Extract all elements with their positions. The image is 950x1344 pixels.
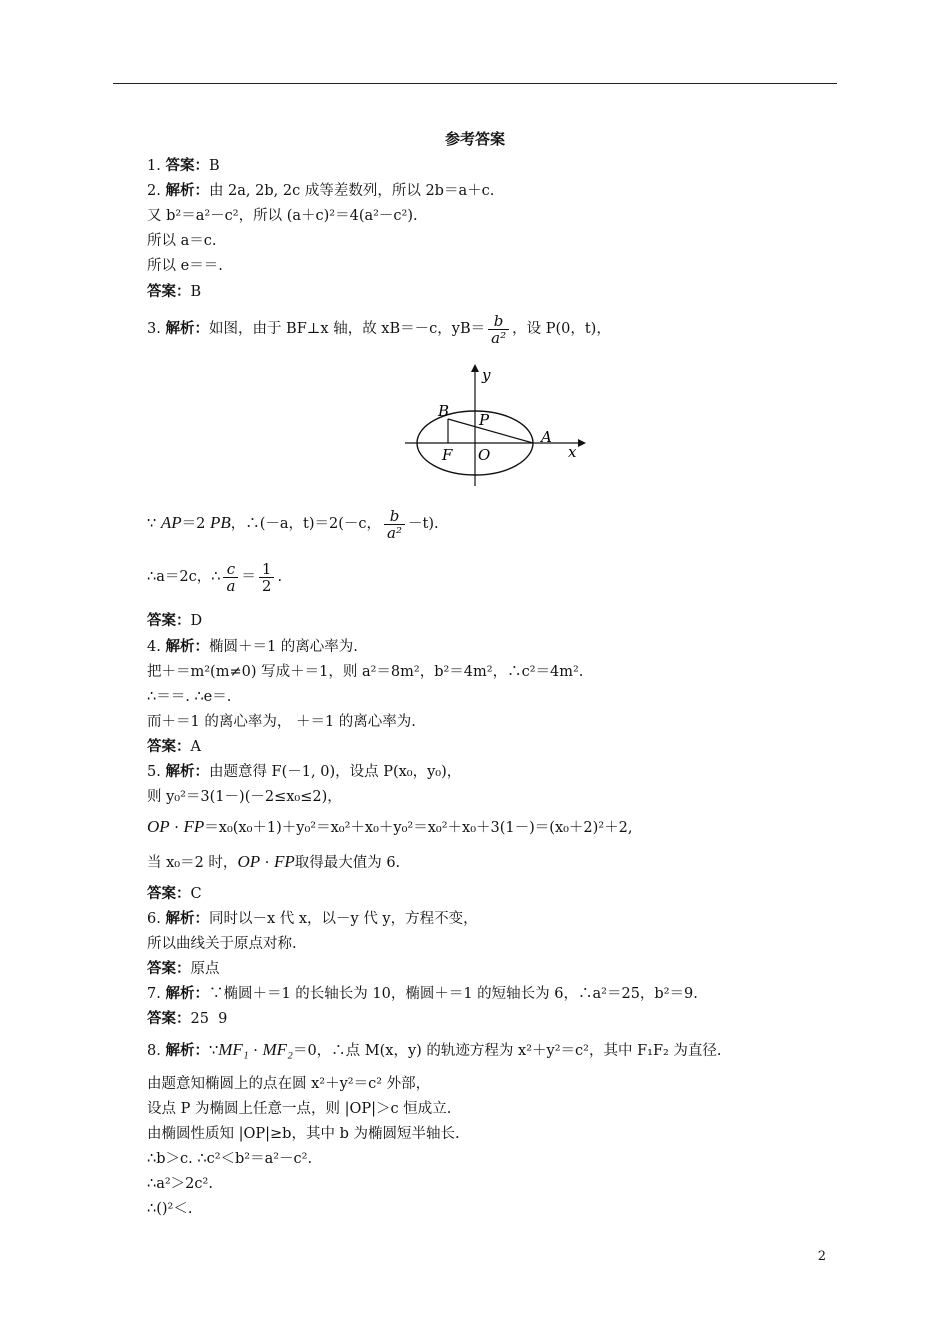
vector-MF1: MF₁: [218, 1040, 249, 1059]
q3-line-2: [147, 506, 439, 541]
label-O: O: [478, 446, 491, 464]
q6-line-1: [147, 910, 478, 928]
q3-answer: D: [190, 613, 203, 629]
vector-MF2: MF₂: [262, 1040, 293, 1059]
q3-text-3: ∴a＝2c，∴: [147, 569, 221, 585]
q6-answer-label: 答案：: [147, 960, 191, 977]
vector-FP-2: FP: [273, 852, 295, 871]
q5-text-1: 由题意得 F(－1, 0)，设点 P(x₀，y₀)，: [208, 764, 462, 780]
q5-analysis-label: 解析：: [165, 763, 209, 780]
q7-answer: 25 9: [190, 1011, 228, 1027]
q3-text-1: 如图，由于 BF⊥x 轴，故 xB＝－c，yB＝: [208, 321, 486, 337]
label-x: x: [568, 443, 577, 461]
q3-answer-label: 答案：: [147, 612, 191, 629]
x-axis-arrow-icon: [578, 439, 586, 447]
frac-numerator: c: [223, 561, 238, 578]
q4-line-4: 而＋＝1 的离心率为， ＋＝1 的离心率为.: [147, 714, 416, 730]
q5-line-4: [147, 853, 400, 872]
q5-text-3: ＝x₀(x₀＋1)＋y₀²＝x₀²＋x₀＋y₀²＝x₀²＋x₀＋3(1－)＝(x₀＋2)²＋2,: [204, 820, 633, 836]
frac-numerator: b: [384, 508, 405, 525]
q2-line-3: 所以 a＝c.: [147, 233, 217, 249]
page-title: 参考答案: [444, 130, 505, 148]
q3-period: .: [277, 569, 283, 585]
q3-text-1b: ，设 P(0，t)，: [512, 321, 611, 337]
q1-number: 1.: [147, 158, 161, 174]
dot-product: ·: [169, 820, 184, 836]
q4-text-1: 椭圆＋＝1 的离心率为.: [208, 639, 358, 655]
q2-text-1: 由 2a, 2b, 2c 成等差数列，所以 2b＝a＋c.: [208, 183, 495, 199]
vector-OP: OP: [147, 817, 170, 836]
q6-analysis-label: 解析：: [165, 910, 209, 927]
q2-answer: B: [190, 284, 202, 300]
q4-line-2: 把＋＝m²(m≠0) 写成＋＝1，则 a²＝8m²，b²＝4m²，∴c²＝4m².: [147, 664, 584, 680]
dot-product-3: ·: [248, 1043, 263, 1059]
q3-eq-3: ＝: [241, 569, 256, 585]
q5-answer-label: 答案：: [147, 885, 191, 902]
frac-numerator: 1: [259, 561, 275, 578]
label-F: F: [442, 446, 453, 464]
fraction-b-over-a2: [488, 313, 509, 346]
q2-line-1: [147, 182, 494, 200]
label-A: A: [541, 428, 552, 446]
q5-line-2: 则 y₀²＝3(1－)(－2≤x₀≤2)，: [147, 789, 342, 805]
q8-line-2: 由题意知椭圆上的点在圆 x²＋y²＝c² 外部，: [147, 1076, 431, 1092]
q3-line-1: [147, 312, 611, 346]
q7-line-1: [147, 985, 698, 1003]
q5-line-3: [147, 818, 632, 837]
page-number: 2: [817, 1249, 826, 1264]
q5-answer: C: [190, 886, 202, 902]
fraction-c-over-a: [223, 561, 238, 594]
q8-text-1: ＝0，∴点 M(x，y) 的轨迹方程为 x²＋y²＝c²，其中 F₁F₂ 为直径.: [292, 1043, 722, 1059]
q3-text-2a: ，∴(－a，t)＝2(－c，: [230, 516, 382, 532]
q4-number: 4.: [147, 639, 161, 655]
q5-number: 5.: [147, 764, 161, 780]
q7-analysis-label: 解析：: [165, 985, 209, 1002]
vector-FP: FP: [183, 817, 205, 836]
q5-text-4a: 当 x₀＝2 时，: [147, 855, 238, 871]
q2-answer-label: 答案：: [147, 283, 191, 300]
q4-line-1: [147, 638, 358, 656]
q5-text-4b: 取得最大值为 6.: [294, 855, 401, 871]
frac-denominator: a: [226, 576, 236, 595]
dot-product-2: ·: [260, 855, 274, 871]
q8-line-4: 由椭圆性质知 |OP|≥b，其中 b 为椭圆短半轴长.: [147, 1126, 460, 1142]
q8-line-3: 设点 P 为椭圆上任意一点，则 |OP|＞c 恒成立.: [147, 1101, 452, 1117]
q3-answer-line: [147, 612, 202, 630]
q7-answer-label: 答案：: [147, 1010, 191, 1027]
q6-line-2: 所以曲线关于原点对称.: [147, 936, 297, 952]
frac-numerator: b: [488, 313, 509, 330]
q2-line-2: 又 b²＝a²－c²，所以 (a＋c)²＝4(a²－c²).: [147, 208, 418, 224]
because-symbol: ∵: [147, 516, 157, 532]
q6-answer: 原点: [190, 961, 220, 977]
q2-answer-line: [147, 283, 201, 301]
q3-number: 3.: [147, 321, 161, 337]
vector-OP-2: OP: [237, 852, 261, 871]
label-P: P: [479, 411, 490, 429]
fraction-b-over-a2-2: [384, 508, 405, 541]
label-B: B: [438, 402, 450, 420]
frac-denominator: a²: [491, 328, 507, 347]
q2-line-4: 所以 e＝＝.: [147, 258, 223, 274]
q7-text-1: ∵椭圆＋＝1 的长轴长为 10，椭圆＋＝1 的短轴长为 6，∴a²＝25，b²＝9.: [208, 986, 698, 1002]
because-symbol-2: ∵: [208, 1043, 219, 1059]
q7-answer-line: [147, 1010, 227, 1028]
fraction-one-half: [259, 561, 275, 594]
y-axis-arrow-icon: [471, 364, 479, 372]
q8-line-7: ∴()²＜.: [147, 1201, 193, 1217]
q4-answer-label: 答案：: [147, 738, 191, 755]
ellipse-figure: [400, 360, 590, 490]
q1-line: [147, 157, 220, 175]
frac-denominator: a²: [387, 523, 403, 542]
vector-PB: PB: [209, 513, 231, 532]
q1-answer-label: 答案：: [165, 157, 209, 174]
q5-line-1: [147, 763, 461, 781]
q3-eq-2: ＝2: [181, 516, 206, 532]
q3-line-3: [147, 560, 282, 594]
q6-text-1: 同时以－x 代 x，以－y 代 y，方程不变，: [208, 911, 478, 927]
q5-answer-line: [147, 885, 202, 903]
frac-denominator: 2: [261, 576, 272, 595]
q6-answer-line: [147, 960, 220, 978]
q8-analysis-label: 解析：: [165, 1042, 209, 1059]
q2-analysis-label: 解析：: [165, 182, 209, 199]
header-rule: [113, 83, 837, 84]
q7-number: 7.: [147, 986, 161, 1002]
q4-line-3: ∴＝＝. ∴e＝.: [147, 689, 232, 705]
q3-text-2b: －t).: [408, 516, 439, 532]
label-y: y: [482, 366, 491, 384]
q8-line-5: ∴b＞c. ∴c²＜b²＝a²－c².: [147, 1151, 313, 1167]
vector-AP: AP: [160, 513, 182, 532]
q2-number: 2.: [147, 183, 161, 199]
q8-line-6: ∴a²＞2c².: [147, 1176, 213, 1192]
q1-answer: B: [208, 158, 220, 174]
q4-answer: A: [190, 739, 201, 755]
q8-number: 8.: [147, 1043, 161, 1059]
q6-number: 6.: [147, 911, 161, 927]
q8-line-1: [147, 1041, 722, 1060]
q3-analysis-label: 解析：: [165, 320, 209, 337]
q4-answer-line: [147, 738, 201, 756]
q4-analysis-label: 解析：: [165, 638, 209, 655]
